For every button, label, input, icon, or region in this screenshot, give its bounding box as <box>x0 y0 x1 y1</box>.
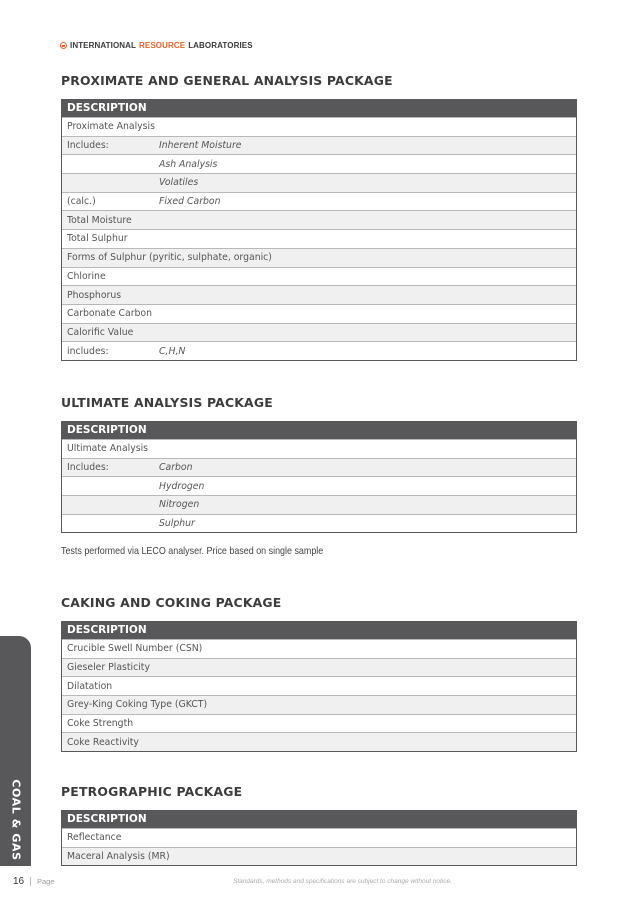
row-detail: Carbon <box>159 462 193 474</box>
table-header: DESCRIPTION <box>62 422 576 439</box>
table-row <box>62 285 576 304</box>
table-row <box>62 439 576 458</box>
table-row <box>62 248 576 267</box>
table-row <box>62 847 576 866</box>
row-detail: C,H,N <box>159 345 186 357</box>
row-label: Coke Reactivity <box>67 736 139 748</box>
table-row <box>62 458 576 477</box>
section-title-caking: CAKING AND COKING PACKAGE <box>61 595 282 610</box>
row-label: Proximate Analysis <box>67 121 155 133</box>
row-label: (calc.) <box>67 196 96 208</box>
row-label: Carbonate Carbon <box>67 308 153 320</box>
logo-text-laboratories: LABORATORIES <box>188 41 253 50</box>
logo-mark-icon <box>60 42 67 49</box>
row-label: Ultimate Analysis <box>67 443 148 455</box>
row-detail: Fixed Carbon <box>159 196 221 208</box>
table-row <box>62 639 576 658</box>
logo-text-international: INTERNATIONAL <box>70 41 137 50</box>
row-label: Gieseler Plasticity <box>67 662 150 674</box>
company-logo <box>60 41 253 50</box>
row-label: Grey-King Coking Type (GKCT) <box>67 699 208 711</box>
table-ultimate <box>61 421 577 533</box>
side-tab-label: COAL & GAS <box>9 779 23 861</box>
table-header: DESCRIPTION <box>62 100 576 117</box>
footer-divider <box>30 877 31 886</box>
row-detail: Ash Analysis <box>159 158 218 170</box>
table-row <box>62 323 576 342</box>
table-row <box>62 495 576 514</box>
row-label: Calorific Value <box>67 326 134 338</box>
footer-disclaimer: Standards, methods and specifications are subject to change without notice. <box>233 878 452 885</box>
leco-note: Tests performed via LECO analyser. Price based on single sample <box>61 546 324 557</box>
row-detail: Hydrogen <box>159 480 205 492</box>
row-label: Dilatation <box>67 680 113 692</box>
row-label: Chlorine <box>67 270 106 282</box>
table-header: DESCRIPTION <box>62 811 576 828</box>
row-label: Includes: <box>67 462 109 474</box>
section-title-proximate: PROXIMATE AND GENERAL ANALYSIS PACKAGE <box>61 73 393 88</box>
table-row <box>62 154 576 173</box>
table-row <box>62 695 576 714</box>
table-header: DESCRIPTION <box>62 622 576 639</box>
table-row <box>62 210 576 229</box>
table-row <box>62 658 576 677</box>
table-row <box>62 828 576 847</box>
row-label: Forms of Sulphur (pyritic, sulphate, organic) <box>67 252 272 264</box>
row-detail: Volatiles <box>159 177 199 189</box>
table-row <box>62 714 576 733</box>
table-row <box>62 304 576 323</box>
page-number: 16 <box>13 876 25 887</box>
row-detail: Inherent Moisture <box>159 140 242 152</box>
table-row <box>62 514 576 533</box>
row-label: Crucible Swell Number (CSN) <box>67 643 203 655</box>
row-label: Maceral Analysis (MR) <box>67 851 170 863</box>
table-row <box>62 192 576 211</box>
page-label: Page <box>37 877 55 886</box>
row-label: Coke Strength <box>67 718 134 730</box>
row-label: includes: <box>67 345 109 357</box>
row-label: Phosphorus <box>67 289 122 301</box>
table-row <box>62 732 576 751</box>
table-petrographic <box>61 810 577 866</box>
section-title-ultimate: ULTIMATE ANALYSIS PACKAGE <box>61 395 273 410</box>
table-caking <box>61 621 577 752</box>
table-row <box>62 136 576 155</box>
table-row <box>62 676 576 695</box>
table-row <box>62 117 576 136</box>
section-title-petrographic: PETROGRAPHIC PACKAGE <box>61 784 243 799</box>
row-detail: Sulphur <box>159 518 195 530</box>
row-label: Includes: <box>67 140 109 152</box>
table-proximate <box>61 99 577 361</box>
row-label: Total Moisture <box>67 214 132 226</box>
table-row <box>62 173 576 192</box>
row-label: Total Sulphur <box>67 233 128 245</box>
table-row <box>62 229 576 248</box>
row-label: Reflectance <box>67 832 122 844</box>
logo-text-resource: RESOURCE <box>139 41 186 50</box>
row-detail: Nitrogen <box>159 499 200 511</box>
table-row <box>62 267 576 286</box>
table-row <box>62 341 576 360</box>
table-row <box>62 476 576 495</box>
